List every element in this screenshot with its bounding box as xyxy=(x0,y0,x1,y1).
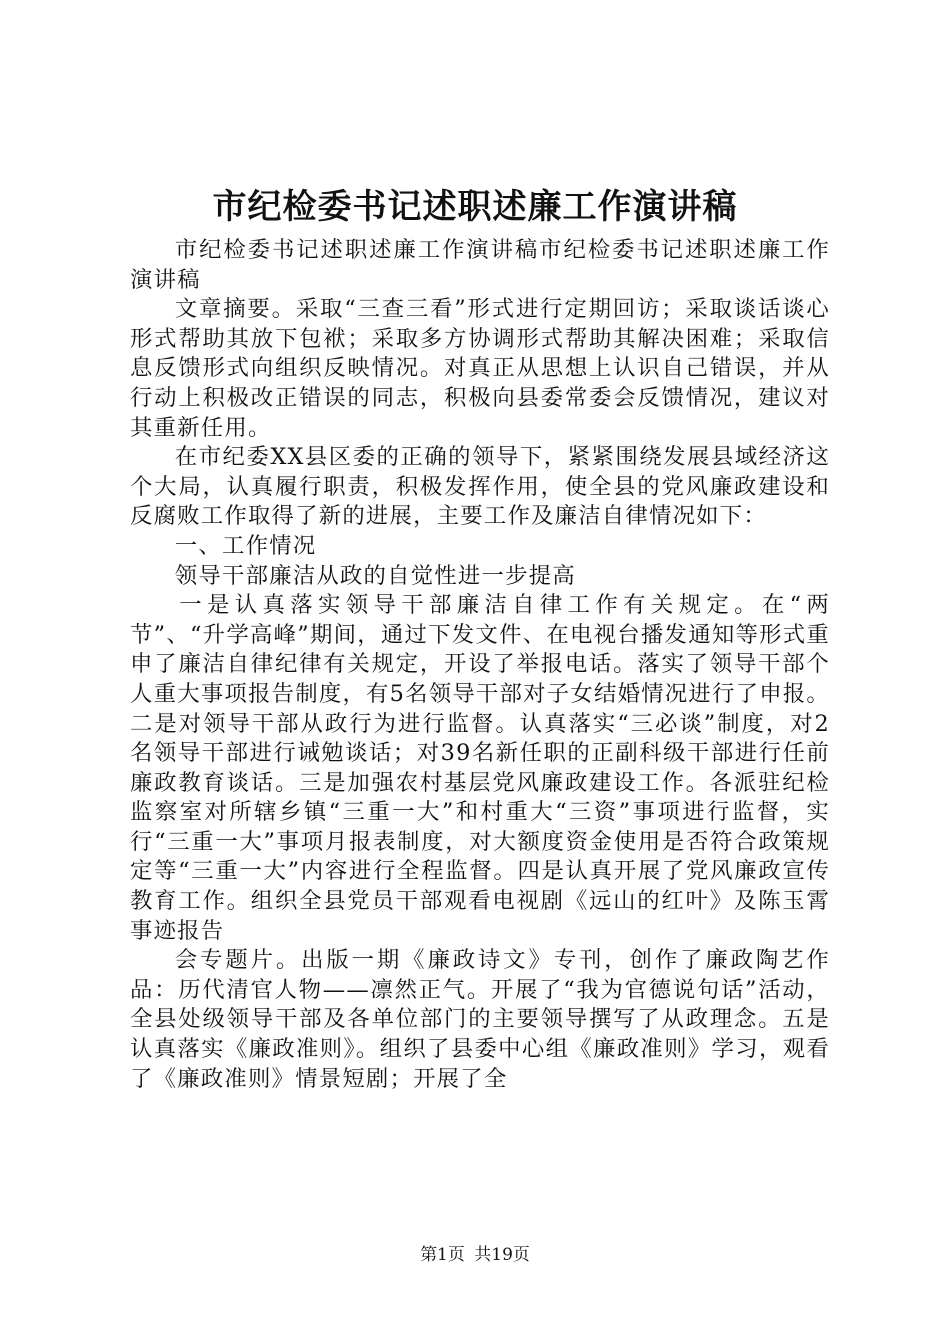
paragraph-intro: 在市纪委XX县区委的正确的领导下，紧紧围绕发展县域经济这个大局，认真履行职责，积极发挥作用，使全县的党风廉政建设和反腐败工作取得了新的进展，主要工作及廉洁自律情况如下： xyxy=(130,444,830,530)
paragraph-work-details: 一是认真落实领导干部廉洁自律工作有关规定。在“两节”、“升学高峰”期间，通过下发文件、在电视台播发通知等形式重申了廉洁自律纪律有关规定，开设了举报电话。落实了领导干部个人重大事项报告制度，有5名领导干部对子女结婚情况进行了申报。二是对领导干部从政行为进行监督。认真落实“三必谈”制度，对2名领导干部进行诫勉谈话；对39名新任职的正副科级干部进行任前廉政教育谈话。三是加强农村基层党风廉政建设工作。各派驻纪检监察室对所辖乡镇“三重一大”和村重大“三资”事项进行监督，实行“三重一大”事项月报表制度，对大额度资金使用是否符合政策规定等“三重一大”内容进行全程监督。四是认真开展了党风廉政宣传教育工作。组织全县党员干部观看电视剧《远山的红叶》及陈玉霄事迹报告 xyxy=(130,592,830,944)
page-total: 共19页 xyxy=(474,1245,530,1265)
page-number: 第1页 xyxy=(420,1245,465,1265)
paragraph-heading-repeat: 市纪检委书记述职述廉工作演讲稿市纪检委书记述职述廉工作演讲稿 xyxy=(130,237,830,293)
subsection-heading: 领导干部廉洁从政的自觉性进一步提高 xyxy=(174,562,576,589)
paragraph-continued: 会专题片。出版一期《廉政诗文》专刊，创作了廉政陶艺作品：历代清官人物——凛然正气。开展了“我为官德说句话”活动，全县处级领导干部及各单位部门的主要领导撰写了从政理念。五是认真落实《廉政准则》。组织了县委中心组《廉政准则》学习，观看了《廉政准则》情景短剧；开展了全 xyxy=(130,947,830,1092)
document-title: 市纪检委书记述职述廉工作演讲稿 xyxy=(212,187,738,227)
page-footer xyxy=(0,1243,950,1267)
document-body xyxy=(130,236,830,1094)
paragraph-abstract: 文章摘要。采取“三查三看”形式进行定期回访；采取谈话谈心形式帮助其放下包袱；采取多方协调形式帮助其解决困难；采取信息反馈形式向组织反映情况。对真正从思想上认识自己错误，并从行动上积极改正错误的同志，积极向县委常委会反馈情况，建议对其重新任用。 xyxy=(130,296,830,441)
section-heading: 一、工作情况 xyxy=(174,532,317,559)
